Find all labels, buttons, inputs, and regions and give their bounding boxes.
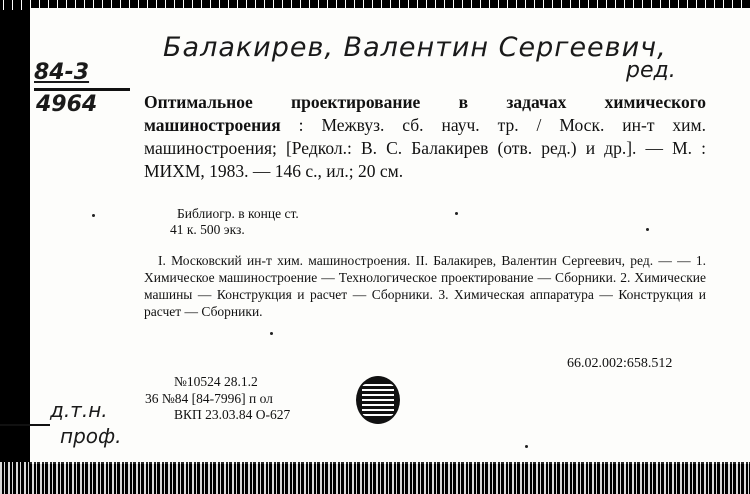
handwritten-degree-line1: д.т.н. [50, 398, 108, 422]
entry-title: Оптимальное проектирование в задачах химического машиностроения [144, 92, 706, 135]
subject-headings [144, 252, 706, 320]
library-stamp-icon [356, 376, 400, 424]
scan-speck [270, 332, 273, 335]
margin-pen-line [0, 424, 50, 426]
scan-speck [455, 212, 458, 215]
price-copies: 41 к. 500 экз. [170, 222, 245, 237]
handwritten-author: Балакирев, Валентин Сергеевич, [163, 32, 667, 63]
entry-body: : Межвуз. сб. науч. тр. / Моск. ин-т хим. машиностроения; [Редкол.: В. С. Балакирев (отв. ред.) и др.]. — М. : МИХМ, 1983. — 146 с., ил.; 20 см. [144, 115, 706, 181]
udc-code: 66.02.002:658.512 [567, 356, 673, 371]
card-number-line1: №10524 28.1.2 [174, 374, 258, 389]
scan-left-edge [0, 0, 30, 494]
scan-bottom-strip [0, 462, 750, 494]
card-number-line2: 36 №84 [84-7996] п ол [145, 391, 273, 406]
scan-speck [525, 445, 528, 448]
handwritten-role: ред. [626, 58, 676, 83]
handwritten-shelfmark-bottom: 4964 [36, 92, 98, 117]
scan-speck [92, 214, 95, 217]
catalog-entry [144, 91, 706, 183]
subject-text: I. Московский ин-т хим. машиностроения. II. Балакирев, Валентин Сергеевич, ред. — — 1. Химическое машиностроение — Технологическое проектирование — Сборники. 2. Химические машины — Конструкция и расчет — Сборники. 3. Химическая аппаратура — Конструкция и расчет — Сборники. [144, 253, 706, 319]
scan-speck [646, 228, 649, 231]
handwritten-degree-line2: проф. [60, 424, 122, 448]
shelfmark-divider [34, 88, 130, 91]
handwritten-shelfmark-top: 84-3 [34, 60, 90, 85]
card-number-line3: ВКП 23.03.84 О-627 [174, 407, 291, 422]
bibliography-note: Библиогр. в конце ст. [177, 206, 299, 221]
